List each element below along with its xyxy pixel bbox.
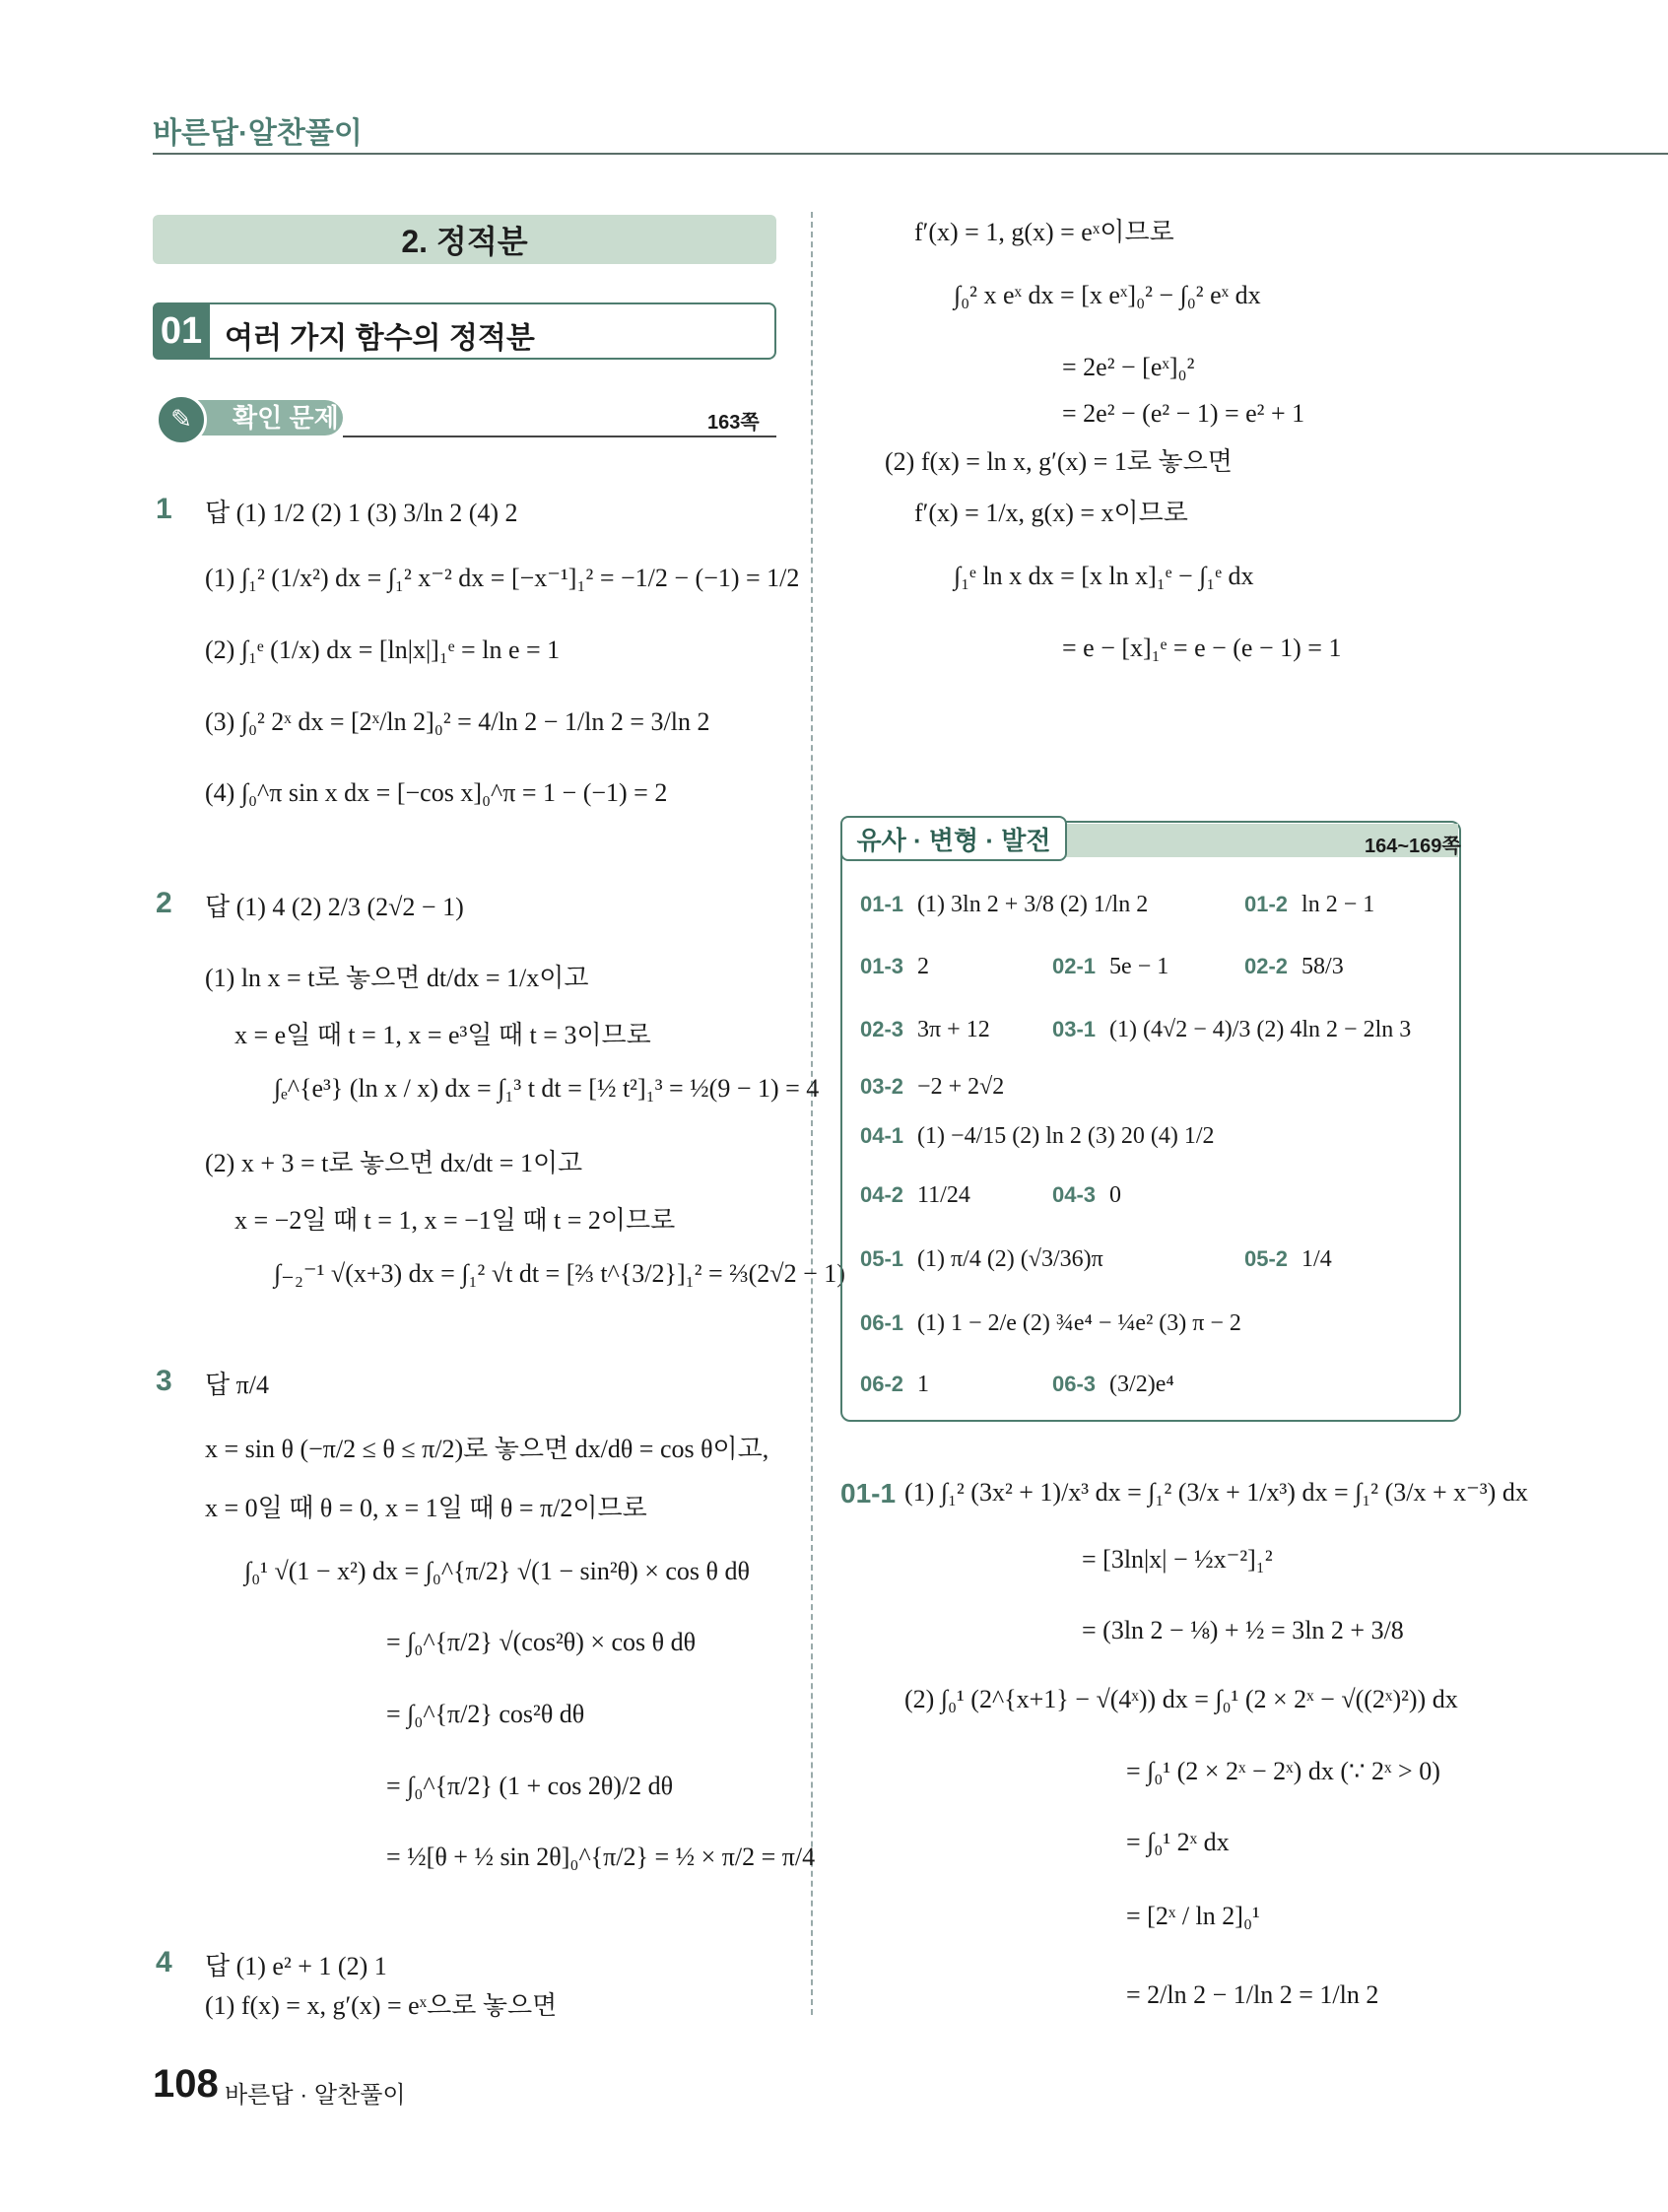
practice-answer-item <box>1052 954 1168 980</box>
solution-step-line: x = e일 때 t = 1, x = e³일 때 t = 3이므로 <box>234 1021 651 1049</box>
solution-step-line: (2) ∫₀¹ (2^{x+1} − √(4ˣ)) dx = ∫₀¹ (2 × 2ˣ − √((2ˣ)²)) dx <box>904 1685 1458 1713</box>
answer-line: 답 (1) 4 (2) 2/3 (2√2 − 1) <box>205 893 464 921</box>
problem-answer: (1) 1 − 2/e (2) ¾e⁴ − ¼e² (3) π − 2 <box>917 1310 1241 1336</box>
solution-step-line: = 2e² − (e² − 1) = e² + 1 <box>1062 399 1305 428</box>
solution-step-line: = ∫₀^{π/2} √(cos²θ) × cos θ dθ <box>386 1628 697 1656</box>
solution-step-line: = ∫₀¹ 2ˣ dx <box>1126 1828 1230 1856</box>
practice-answer-item <box>860 1182 970 1209</box>
solution-step-line: f′(x) = 1/x, g(x) = x이므로 <box>914 499 1188 527</box>
answer-line: 답 (1) e² + 1 (2) 1 <box>205 1952 387 1980</box>
problem-answer: (1) (4√2 − 4)/3 (2) 4ln 2 − 2ln 3 <box>1109 1017 1412 1042</box>
solution-step-line: = ∫₀¹ (2 × 2ˣ − 2ˣ) dx (∵ 2ˣ > 0) <box>1126 1757 1440 1785</box>
problem-answer: ln 2 − 1 <box>1301 892 1375 917</box>
solution-step-line: = 2e² − [eˣ]₀² <box>1062 353 1195 381</box>
check-page-ref: 163쪽 <box>707 412 760 434</box>
solution-step-line: = ∫₀^{π/2} (1 + cos 2θ)/2 dθ <box>386 1772 674 1800</box>
solution-step-line: = 2/ln 2 − 1/ln 2 = 1/ln 2 <box>1126 1980 1379 2009</box>
practice-tab: 유사 · 변형 · 발전 <box>840 816 1067 861</box>
problem-tag: 01-1 <box>860 892 904 916</box>
check-rule <box>343 436 776 437</box>
topic-title: 여러 가지 함수의 정적분 <box>225 322 535 355</box>
column-divider <box>811 212 813 2015</box>
answer-line: 답 π/4 <box>205 1371 269 1399</box>
problem-tag: 02-3 <box>860 1017 904 1041</box>
practice-answer-item <box>860 1017 990 1043</box>
answer-line: 답 (1) 1/2 (2) 1 (3) 3/ln 2 (4) 2 <box>205 499 518 527</box>
problem-tag: 01-3 <box>860 954 904 978</box>
solution-step-line: = ∫₀^{π/2} cos²θ dθ <box>386 1700 585 1728</box>
solution-step-line: = (3ln 2 − ⅛) + ½ = 3ln 2 + 3/8 <box>1082 1616 1404 1644</box>
problem-tag: 02-2 <box>1244 954 1289 978</box>
practice-answer-item <box>1052 1372 1174 1398</box>
problem-tag: 03-2 <box>860 1074 904 1099</box>
problem-answer: 0 <box>1109 1182 1122 1208</box>
question-number: 4 <box>156 1946 172 1978</box>
solution-step-line: (1) ∫₁² (3x² + 1)/x³ dx = ∫₁² (3/x + 1/x³) dx = ∫₁² (3/x + x⁻³) dx <box>904 1478 1528 1507</box>
solution-step-line: (3) ∫₀² 2ˣ dx = [2ˣ/ln 2]₀² = 4/ln 2 − 1/ln 2 = 3/ln 2 <box>205 707 710 736</box>
solution-step-line: = [2ˣ / ln 2]₀¹ <box>1126 1902 1260 1930</box>
solution-step-line: = [3ln|x| − ½x⁻²]₁² <box>1082 1545 1273 1574</box>
solution-step-line: (2) x + 3 = t로 놓으면 dx/dt = 1이고 <box>205 1149 583 1177</box>
problem-answer: 1/4 <box>1301 1246 1332 1272</box>
header-rule <box>153 153 1668 155</box>
pencil-icon: ✎ <box>156 394 207 445</box>
solution-step-line: ∫ₑ^{e³} (ln x / x) dx = ∫₁³ t dt = [½ t²]₁³ = ½(9 − 1) = 4 <box>274 1074 820 1103</box>
problem-tag: 05-1 <box>860 1246 904 1271</box>
problem-answer: 1 <box>917 1372 930 1397</box>
problem-answer: (1) 3ln 2 + 3/8 (2) 1/ln 2 <box>917 892 1149 917</box>
problem-tag: 04-3 <box>1052 1182 1097 1207</box>
practice-answer-item <box>1244 892 1374 918</box>
practice-answer-item <box>1244 954 1344 980</box>
question-number: 3 <box>156 1365 172 1397</box>
practice-answer-item <box>860 1310 1241 1337</box>
solution-step-line: ∫₀² x eˣ dx = [x eˣ]₀² − ∫₀² eˣ dx <box>954 281 1261 309</box>
practice-answer-item <box>860 1246 1103 1273</box>
practice-answer-item <box>860 1372 929 1398</box>
check-label: 확인 문제 <box>233 403 339 433</box>
solution-step-line: (2) f(x) = ln x, g′(x) = 1로 놓으면 <box>885 447 1233 476</box>
solution-step-line: = ½[θ + ½ sin 2θ]₀^{π/2} = ½ × π/2 = π/4 <box>386 1843 816 1871</box>
solution-step-line: (2) ∫₁ᵉ (1/x) dx = [ln|x|]₁ᵉ = ln e = 1 <box>205 636 561 664</box>
problem-tag: 06-3 <box>1052 1372 1097 1396</box>
practice-answer-item <box>860 954 929 980</box>
solution-step-line: ∫₁ᵉ ln x dx = [x ln x]₁ᵉ − ∫₁ᵉ dx <box>954 562 1254 590</box>
problem-tag: 04-2 <box>860 1182 904 1207</box>
solution-tag: 01-1 <box>840 1478 897 1508</box>
page-number: 108 <box>153 2062 219 2106</box>
section-title: 2. 정적분 <box>153 215 776 264</box>
solution-step-line: (4) ∫₀^π sin x dx = [−cos x]₀^π = 1 − (−1) = 2 <box>205 778 668 807</box>
problem-answer: (1) −4/15 (2) ln 2 (3) 20 (4) 1/2 <box>917 1123 1215 1149</box>
question-number: 2 <box>156 887 172 919</box>
problem-tag: 02-1 <box>1052 954 1097 978</box>
solution-step-line: ∫₀¹ √(1 − x²) dx = ∫₀^{π/2} √(1 − sin²θ) × cos θ dθ <box>244 1557 750 1585</box>
problem-tag: 03-1 <box>1052 1017 1097 1041</box>
problem-answer: 3π + 12 <box>917 1017 990 1042</box>
problem-tag: 05-2 <box>1244 1246 1289 1271</box>
problem-answer: (3/2)e⁴ <box>1109 1372 1174 1397</box>
practice-answer-item <box>1052 1017 1411 1043</box>
problem-answer: 2 <box>917 954 930 979</box>
practice-answer-item <box>1244 1246 1332 1273</box>
problem-answer: 58/3 <box>1301 954 1344 979</box>
practice-answer-item <box>860 1074 1004 1101</box>
problem-answer: −2 + 2√2 <box>917 1074 1005 1100</box>
problem-answer: (1) π/4 (2) (√3/36)π <box>917 1246 1103 1272</box>
solution-step-line: ∫₋₂⁻¹ √(x+3) dx = ∫₁² √t dt = [⅔ t^{3/2}]₁² = ⅔(2√2 − 1) <box>274 1259 845 1288</box>
practice-answer-item <box>1052 1182 1121 1209</box>
problem-tag: 01-2 <box>1244 892 1289 916</box>
problem-tag: 06-1 <box>860 1310 904 1335</box>
question-number: 1 <box>156 493 172 525</box>
solution-step-line: = e − [x]₁ᵉ = e − (e − 1) = 1 <box>1062 634 1342 662</box>
practice-answer-item <box>860 1123 1215 1150</box>
practice-answer-item <box>860 892 1148 918</box>
problem-tag: 06-2 <box>860 1372 904 1396</box>
solution-step-line: x = sin θ (−π/2 ≤ θ ≤ π/2)로 놓으면 dx/dθ = cos θ이고, <box>205 1435 769 1463</box>
solution-step-line: x = 0일 때 θ = 0, x = 1일 때 θ = π/2이므로 <box>205 1494 647 1522</box>
running-title: 바른답·알찬풀이 <box>153 117 363 150</box>
problem-tag: 04-1 <box>860 1123 904 1148</box>
footer-label: 바른답 · 알찬풀이 <box>225 2082 406 2109</box>
topic-number: 01 <box>153 302 210 360</box>
solution-step-line: (1) ln x = t로 놓으면 dt/dx = 1/x이고 <box>205 964 589 992</box>
problem-answer: 11/24 <box>917 1182 970 1208</box>
solution-step-line: (1) ∫₁² (1/x²) dx = ∫₁² x⁻² dx = [−x⁻¹]₁² = −1/2 − (−1) = 1/2 <box>205 564 800 592</box>
problem-answer: 5e − 1 <box>1109 954 1169 979</box>
solution-step-line: x = −2일 때 t = 1, x = −1일 때 t = 2이므로 <box>234 1206 676 1235</box>
solution-step-line: (1) f(x) = x, g′(x) = eˣ으로 놓으면 <box>205 1991 558 2020</box>
solution-step-line: f′(x) = 1, g(x) = eˣ이므로 <box>914 218 1174 246</box>
practice-page-ref: 164~169쪽 <box>1365 836 1461 857</box>
